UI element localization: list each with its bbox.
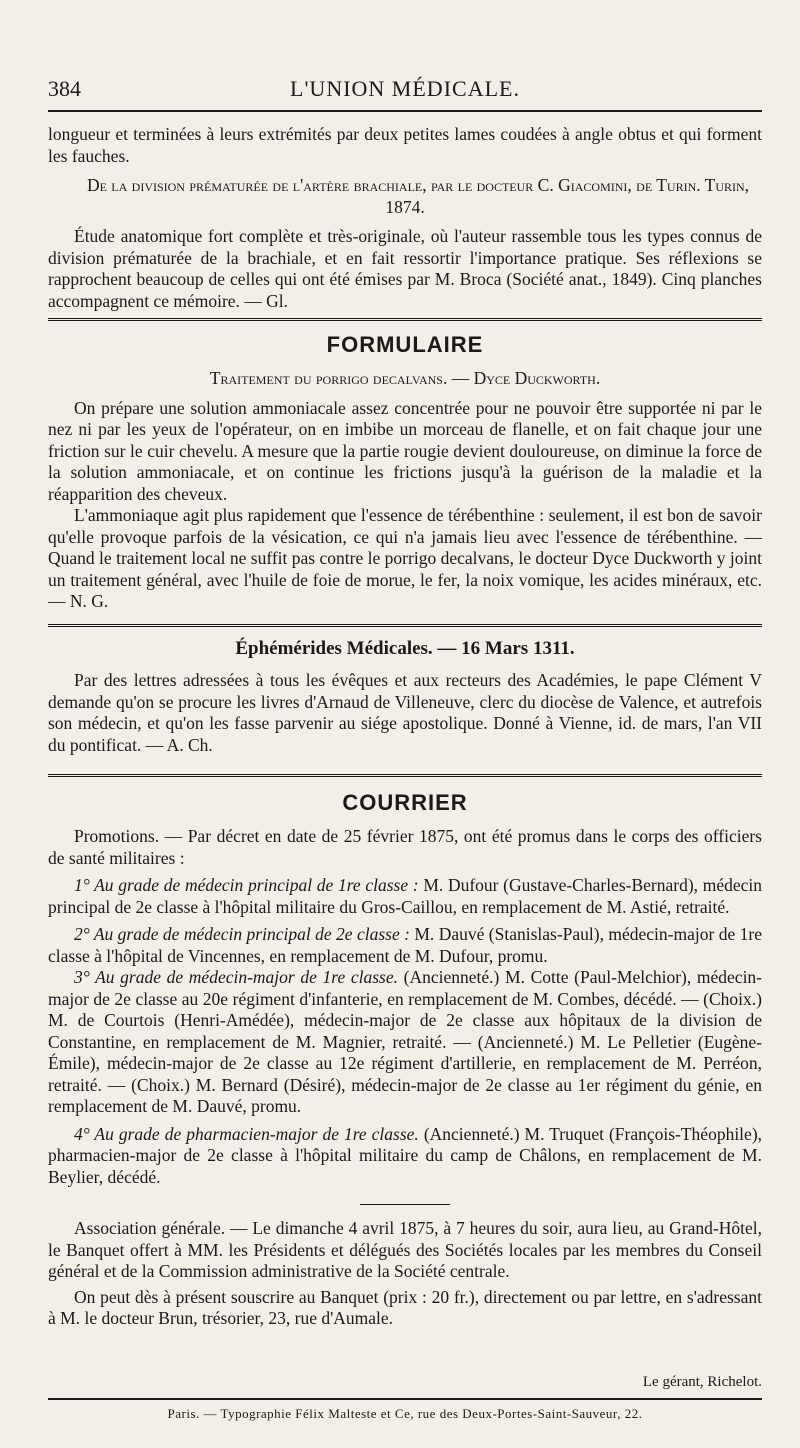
promotion-item-1-label: 1° Au grade de médecin principal de 1re classe : xyxy=(74,875,419,895)
association-text: Association générale. — Le dimanche 4 avril 1875, à 7 heures du soir, aura lieu, au Grand-Hôtel, le Banquet offert à MM. les Présidents et délégués des Sociétés locales par les membres du Conseil général et de la Commission administrative de la Société centrale. xyxy=(48,1218,762,1281)
promotion-item-4-text: (Ancienneté.) M. Truquet (François-Théophile), pharmacien-major de 2e classe à l'hôpital militaire du camp de Châlons, en remplacement de M. Beylier, décédé. xyxy=(48,1123,763,1187)
ephemerides-section xyxy=(48,638,762,756)
section-rule xyxy=(48,318,762,323)
promotion-item-3-text: (Ancienneté.) M. Cotte (Paul-Melchior), médecin-major de 2e classe au 20e régiment d'infanterie, en remplacement de M. Combes, décédé. — (Choix.) M. de Courtois (Henri-Amédée), médecin-major de 2e classe aux hôpitaux de la division de Constantine, en remplacement de M. Magnier, retraité. — (Ancienneté.) M. Le Pelletier (Eugène-Émile), médecin-major de 2e classe au 12e régiment d'artillerie, en remplacement de M. Perréon, retraité. — (Choix.) M. Bernard (Désiré), médecin-major de 2e classe au 1er régiment du génie, en remplacement de M. Dauvé, promu. xyxy=(48,967,763,1116)
courrier-section xyxy=(48,790,762,1188)
promotions-intro: Promotions. — Par décret en date de 25 février 1875, ont été promus dans le corps des officiers de santé militaires : xyxy=(48,826,762,868)
formulaire-section xyxy=(48,332,762,613)
footer-block xyxy=(48,1406,762,1422)
promotion-item-4-label: 4° Au grade de pharmacien-major de 1re classe. xyxy=(74,1123,419,1144)
promotion-item-3-label: 3° Au grade de médecin-major de 1re classe. xyxy=(74,967,398,987)
formulaire-paragraph-1: On prépare une solution ammoniacale assez concentrée pour ne pouvoir être supportée ni par le nez ni par les yeux de l'opérateur, on en imbibe un morceau de flanelle, et on fait chaque jour une friction sur le cuir chevelu. A mesure que la partie rougie devient douloureuse, on diminue la force de la solution ammoniacale, et on continue les frictions jusqu'à la guérison de la maladie et la réapparition des cheveux. xyxy=(48,397,762,504)
signature: Le gérant, Richelot. xyxy=(642,1374,762,1390)
promotion-item-2-label: 2° Au grade de médecin principal de 2e classe : xyxy=(74,924,410,944)
separator-rule xyxy=(360,1204,450,1205)
header-rule xyxy=(48,110,762,112)
promotion-item-1-text: M. Dufour (Gustave-Charles-Bernard), médecin principal de 2e classe à l'hôpital militaire du Gros-Caillou, en remplacement de M. Astié, retraité. xyxy=(48,875,762,917)
promotion-item-1 xyxy=(48,875,762,918)
ephemerides-title: Éphémérides Médicales. — 16 Mars 1311. xyxy=(235,638,575,659)
subscription-text: On peut dès à présent souscrire au Banquet (prix : 20 fr.), directement ou par lettre, en s'adressant à M. le docteur Brun, trésorier, 23, rue d'Aumale. xyxy=(48,1286,762,1328)
running-header xyxy=(48,72,762,106)
reference-heading: De la division prématurée de l'artère brachiale, par le docteur C. Giacomini, de Turin. Turin, 1874. xyxy=(86,175,750,217)
signature-block xyxy=(48,1374,762,1391)
formulaire-paragraph-2: L'ammoniaque agit plus rapidement que l'essence de térébenthine : seulement, il est bon de savoir qu'elle provoque parfois de la vésication, ce qui n'a jamais lieu avec l'essence de térébenthine. — Quand le traitement local ne suffit pas contre le porrigo decalvans, le docteur Dyce Duckworth y joint un traitement général, avec l'huile de foie de morue, le fer, la noix vomique, les acides minéraux, etc. — N. G. xyxy=(48,505,762,611)
section-rule xyxy=(48,774,762,779)
continuation-text: longueur et terminées à leurs extrémités par deux petites lames coudées à angle obtus et qui forment les fauches. xyxy=(48,124,762,166)
promotion-item-2-text: M. Dauvé (Stanislas-Paul), médecin-major de 1re classe à l'hôpital de Vincennes, en remplacement de M. Dufour, promu. xyxy=(48,924,762,966)
association-section xyxy=(48,1218,762,1330)
section-rule xyxy=(48,624,762,629)
promotion-item-3 xyxy=(48,967,762,1118)
formulaire-subtitle: Traitement du porrigo decalvans. — Dyce Duckworth. xyxy=(209,368,601,388)
journal-title: L'UNION MÉDICALE. xyxy=(290,76,520,101)
courrier-title: COURRIER xyxy=(342,790,468,815)
footer-rule xyxy=(48,1398,762,1400)
promotion-item-2 xyxy=(48,924,762,967)
page-number: 384 xyxy=(48,76,81,101)
promotion-item-4 xyxy=(48,1124,762,1189)
printer-imprint: Paris. — Typographie Félix Malteste et Ce, rue des Deux-Portes-Saint-Sauveur, 22. xyxy=(167,1406,643,1421)
reference-review: Étude anatomique fort complète et très-originale, où l'auteur rassemble tous les types connus de division prématurée de la brachiale, et en fait ressortir l'importance pratique. Ses réflexions se rapprochent beaucoup de celles qui ont été émises par M. Broca (Société anat., 1849). Cinq planches accompagnent ce mémoire. — Gl. xyxy=(48,226,762,311)
formulaire-title: FORMULAIRE xyxy=(326,332,484,357)
ephemerides-text: Par des lettres adressées à tous les évêques et aux recteurs des Académies, le pape Clément V demande qu'on se procure les livres d'Arnaud de Villeneuve, clerc du diocèse de Valence, et autrefois son médecin, et qu'on les fasse parvenir au siége apostolique. Donné à Vienne, id. de mars, l'an VII du pontificat. — A. Ch. xyxy=(48,670,762,755)
intro-block xyxy=(48,124,762,312)
